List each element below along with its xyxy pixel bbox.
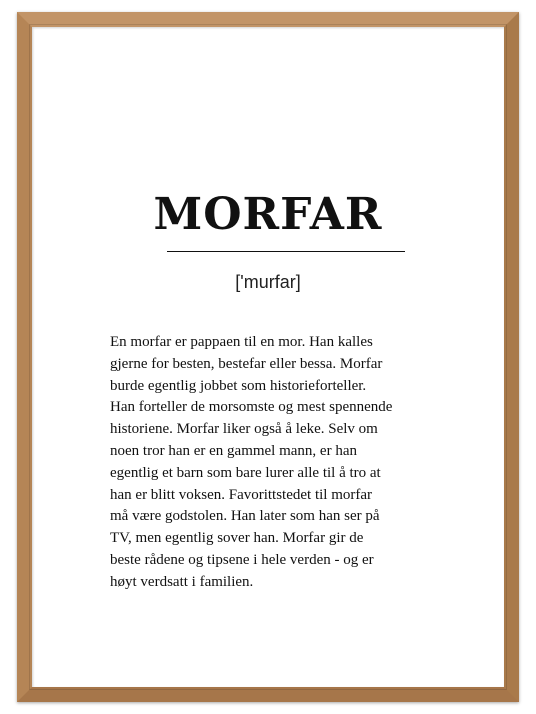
definition-line: Han forteller de morsomste og mest spennende <box>110 399 393 416</box>
pronunciation: ['murfar] <box>235 272 301 292</box>
definition-line: beste rådene og tipsene i hele verden - og er <box>110 551 374 568</box>
poster <box>32 27 504 687</box>
picture-frame <box>17 12 519 702</box>
definition-line: TV, men egentlig sover han. Morfar gir de <box>110 530 364 547</box>
definition-line: noen tror han er en gammel mann, er han <box>110 442 357 459</box>
definition-line: historiene. Morfar liker også å leke. Selv om <box>110 421 378 438</box>
definition-line: høyt verdsatt i familien. <box>110 573 254 590</box>
title-underline <box>167 251 405 252</box>
definition-line: egentlig et barn som bare lurer alle til å tro at <box>110 464 381 481</box>
definition-text <box>110 332 470 594</box>
definition-line: En morfar er pappaen til en mor. Han kalles <box>110 334 373 350</box>
definition-line: må være godstolen. Han later som han ser på <box>110 508 380 525</box>
poster-title: MORFAR <box>153 189 383 240</box>
definition-line: gjerne for besten, bestefar eller bessa. Morfar <box>110 355 383 372</box>
definition-line: burde egentlig jobbet som historieforteller. <box>110 377 367 394</box>
definition-line: han er blitt voksen. Favorittstedet til morfar <box>110 486 373 503</box>
